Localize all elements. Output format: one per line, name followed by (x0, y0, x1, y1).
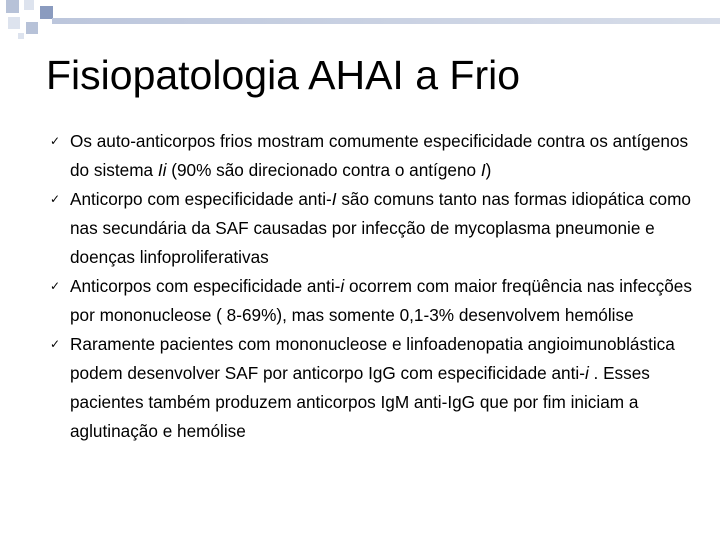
checkmark-icon: ✓ (50, 279, 61, 293)
text-run: ocorrem com maior freqüência nas infecções por mononucleose ( 8-69%), mas somente 0,1-3% desenvolvem hemólise (70, 276, 692, 325)
bullet-text (70, 272, 700, 330)
italic-antigen-text: I (331, 189, 337, 209)
decor-square-light (24, 0, 34, 10)
text-run: Os auto-anticorpos frios mostram comumente especificidade contra os antígenos do sistema (70, 131, 689, 180)
italic-antigen-text: i (340, 276, 345, 296)
bullet-text (70, 127, 700, 185)
italic-antigen-text: Ii (157, 160, 167, 180)
bullet-text (70, 330, 700, 446)
text-run: . Esses pacientes também produzem anticorpos IgM anti-IgG que por fim iniciam a aglutinação e hemólise (70, 363, 650, 441)
header-rule (52, 18, 720, 24)
decor-square-mid (6, 0, 19, 13)
text-run: Anticorpos com especificidade anti- (70, 276, 341, 296)
decor-square-light (18, 33, 24, 39)
italic-antigen-text: I (480, 160, 486, 180)
text-run: (90% são direcionado contra o antígeno (166, 160, 481, 180)
slide-title: Fisiopatologia AHAI a Frio (46, 52, 521, 98)
bullet-item (50, 272, 700, 330)
italic-antigen-text: i (584, 363, 589, 383)
checkmark-icon: ✓ (50, 192, 61, 206)
bullet-text (70, 185, 700, 272)
checkmark-icon: ✓ (50, 134, 61, 148)
decor-square-mid (26, 22, 38, 34)
checkmark-icon: ✓ (50, 337, 61, 351)
bullet-item (50, 127, 700, 185)
bullet-list (50, 127, 700, 446)
text-run: Raramente pacientes com mononucleose e linfoadenopatia angioimunoblástica podem desenvolver SAF por anticorpo IgG com especificidade anti- (70, 334, 675, 383)
text-run: são comuns tanto nas formas idiopática como nas secundária da SAF causadas por infecção de mycoplasma pneumonie e doenças linfoproliferativas (70, 189, 691, 267)
decor-square-light (8, 17, 20, 29)
bullet-item (50, 185, 700, 272)
bullet-item (50, 330, 700, 446)
text-run: Anticorpo com especificidade anti- (70, 189, 332, 209)
text-run: ) (485, 160, 492, 180)
